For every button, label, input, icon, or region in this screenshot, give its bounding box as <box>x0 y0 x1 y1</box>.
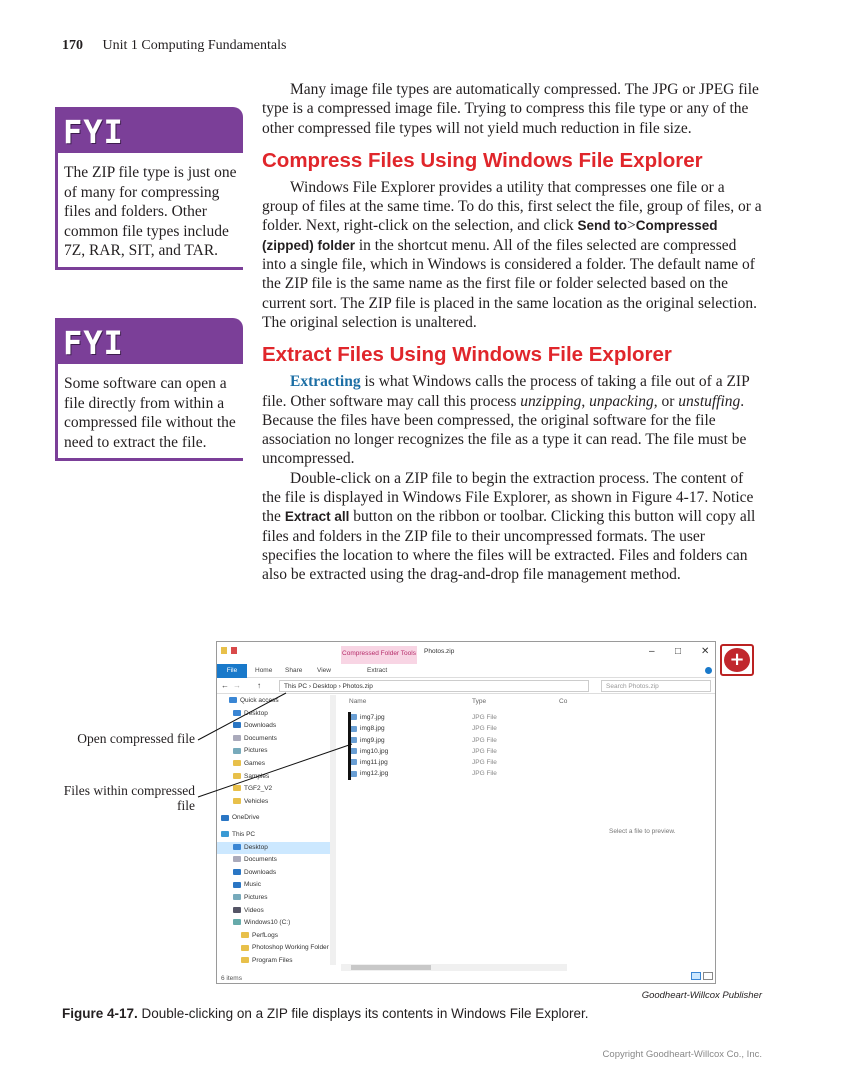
tab-view[interactable]: View <box>317 667 331 674</box>
column-type[interactable]: Type <box>472 698 487 705</box>
nav-item[interactable]: TGF2_V2 <box>217 783 330 796</box>
window-title: Photos.zip <box>424 648 455 655</box>
nav-item[interactable]: Quick access <box>217 695 330 708</box>
callout-label: Open compressed file <box>77 731 195 746</box>
nav-item[interactable]: OneDrive <box>217 812 330 825</box>
leader-line <box>198 693 286 740</box>
nav-item[interactable]: Videos <box>217 905 330 918</box>
close-icon[interactable]: ✕ <box>701 646 710 657</box>
nav-item[interactable]: Program Files <box>217 955 330 968</box>
fyi-label: FYI <box>55 318 243 364</box>
nav-item[interactable]: Games <box>217 758 330 771</box>
nav-item[interactable]: Documents <box>217 854 330 867</box>
nav-item[interactable]: PerfLogs <box>217 930 330 943</box>
status-bar: 6 items <box>221 975 242 982</box>
tab-share[interactable]: Share <box>285 667 303 674</box>
zoom-in-icon: + <box>724 648 750 672</box>
nav-item[interactable]: Windows10 (C:) <box>217 917 330 930</box>
preview-text: Select a file to preview. <box>609 828 676 835</box>
context-tab[interactable]: Compressed Folder Tools <box>341 646 417 664</box>
nav-item[interactable]: Photoshop Working Folder <box>217 942 330 955</box>
leader-line <box>198 744 352 797</box>
nav-item[interactable]: Samples <box>217 771 330 784</box>
list-item[interactable]: img10.jpg JPG File <box>349 746 589 757</box>
up-arrow-icon[interactable]: ↑ <box>257 681 261 690</box>
paragraph: Double-click on a ZIP file to begin the extraction process. The content of the file is displayed in Windows File Explorer, as shown in Figure 4-17. Notice the Extract all button on the ribbon or toolbar. Clicking this button will copy all files and folders in the ZIP file to their uncompressed formats. The user specifies the location to where the files will be extracted. Files and folders can also be extracted using the drag-and-drop file management method. <box>262 469 756 584</box>
figure-caption: Figure 4-17. Double-clicking on a ZIP file displays its contents in Windows File Explorer. <box>62 1006 589 1021</box>
section-heading: Extract Files Using Windows File Explorer <box>262 343 672 367</box>
list-item[interactable]: img11.jpg JPG File <box>349 757 589 768</box>
fyi-text: The ZIP file type is just one of many for compressing files and folders. Other common file types include 7Z, RAR, SIT, and TAR. <box>55 153 243 270</box>
column-compressed[interactable]: Co <box>559 698 568 705</box>
fyi-text: Some software can open a file directly from within a compressed file without the need to extract the file. <box>55 364 243 461</box>
tab-home[interactable]: Home <box>255 667 273 674</box>
key-term: Extracting <box>290 373 361 391</box>
copyright: Copyright Goodheart-Willcox Co., Inc. <box>602 1049 762 1060</box>
list-item[interactable]: img8.jpg JPG File <box>349 723 589 734</box>
figure-label: Figure 4-17. <box>62 1006 138 1021</box>
tab-file[interactable]: File <box>217 664 247 678</box>
unit-title: Unit 1 Computing Fundamentals <box>102 38 287 53</box>
nav-item[interactable]: Music <box>217 879 330 892</box>
ui-term: Send to <box>577 218 627 234</box>
nav-item[interactable]: Desktop <box>217 842 330 855</box>
nav-item[interactable]: Downloads <box>217 867 330 880</box>
maximize-icon[interactable]: □ <box>675 646 682 657</box>
search-input[interactable]: Search Photos.zip <box>601 680 711 692</box>
nav-item[interactable]: Pictures <box>217 892 330 905</box>
column-name[interactable]: Name <box>349 698 367 705</box>
nav-item[interactable]: Vehicles <box>217 796 330 809</box>
callout-label: Files within compressed file <box>63 783 195 813</box>
nav-item[interactable]: Downloads <box>217 720 330 733</box>
list-item[interactable]: img7.jpg JPG File <box>349 712 589 723</box>
paragraph: Extracting is what Windows calls the process of taking a file out of a ZIP file. Other software may call this process unzipping, unpacking, or unstuffing. Because the files have been compressed, the original software for the file association no longer recognizes the file as a type it can read. The file must be uncompressed. <box>262 373 750 468</box>
ui-term: Compressed (zipped) folder <box>262 218 718 253</box>
nav-item[interactable]: Desktop <box>217 708 330 721</box>
list-item[interactable]: img12.jpg JPG File <box>349 768 589 779</box>
section-heading: Compress Files Using Windows File Explorer <box>262 148 703 172</box>
tab-extract[interactable]: Extract <box>367 667 388 674</box>
minimize-icon[interactable]: – <box>649 646 655 657</box>
back-arrow-icon[interactable]: ← <box>221 681 229 690</box>
paragraph: Many image file types are automatically compressed. The JPG or JPEG file type is a compressed image file. Trying to compress this file type or any of the other compressed file types will not yield much reduction in file size. <box>262 81 759 137</box>
forward-arrow-icon[interactable]: → <box>233 681 241 690</box>
ui-term: Extract all <box>284 509 350 525</box>
nav-item[interactable]: Pictures <box>217 745 330 758</box>
fyi-label: FYI <box>55 107 243 153</box>
nav-item[interactable]: This PC <box>217 829 330 842</box>
nav-item[interactable]: Documents <box>217 733 330 746</box>
image-credit: Goodheart-Willcox Publisher <box>641 990 762 1001</box>
address-input[interactable]: This PC › Desktop › Photos.zip <box>279 680 589 692</box>
page-number: 170 <box>62 38 83 53</box>
list-item[interactable]: img9.jpg JPG File <box>349 735 589 746</box>
paragraph: Windows File Explorer provides a utility that compresses one file or a group of files at the same time. To do this, first select the file, group of files, or a folder. Next, right-click on the selection, and click Send to>Compressed (zipped) folder in the shortcut menu. All of the files selected are compressed into a single file, which in Windows is considered a folder. The default name of the ZIP file is the same name as the first file or folder selected based on the current sort. The ZIP file is placed in the same location as the original selection. The original selection is unaltered. <box>262 178 762 331</box>
